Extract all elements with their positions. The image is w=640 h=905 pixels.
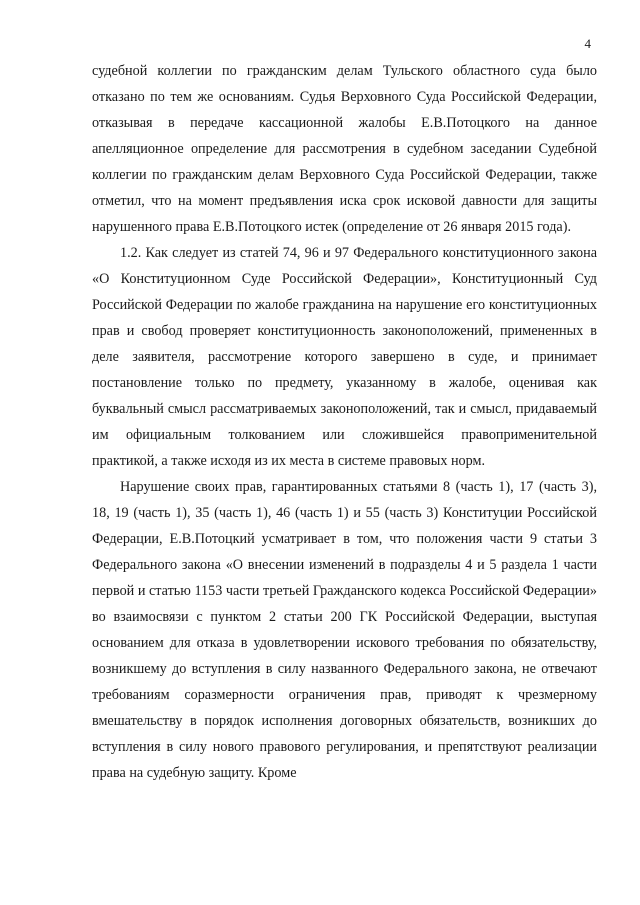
document-body (92, 58, 597, 786)
paragraph-2: 1.2. Как следует из статей 74, 96 и 97 Федерального конституционного закона «О Конституционном Суде Российской Федерации», Конституционный Суд Российской Федерации по жалобе гражданина на нарушение его конституционных прав и свобод проверяет конституционность законоположений, примененных в деле заявителя, рассмотрение которого завершено в суде, и принимает постановление только по предмету, указанному в жалобе, оценивая как буквальный смысл рассматриваемых законоположений, так и смысл, придаваемый им официальным толкованием или сложившейся правоприменительной практикой, а также исходя из их места в системе правовых норм. (92, 245, 597, 469)
paragraph-1: судебной коллегии по гражданским делам Тульского областного суда было отказано по тем же основаниям. Судья Верховного Суда Российской Федерации, отказывая в передаче кассационной жалобы Е.В.Потоцкого на данное апелляционное определение для рассмотрения в судебном заседании Судебной коллегии по гражданским делам Верховного Суда Российской Федерации, также отметил, что на момент предъявления иска срок исковой давности для защиты нарушенного права Е.В.Потоцкого истек (определение от 26 января 2015 года). (92, 63, 597, 235)
paragraph-3: Нарушение своих прав, гарантированных статьями 8 (часть 1), 17 (часть 3), 18, 19 (часть 1), 35 (часть 1), 46 (часть 1) и 55 (часть 3) Конституции Российской Федерации, Е.В.Потоцкий усматривает в том, что положения части 9 статьи 3 Федерального закона «О внесении изменений в подразделы 4 и 5 раздела 1 части первой и статью 1153 части третьей Гражданского кодекса Российской Федерации» во взаимосвязи с пунктом 2 статьи 200 ГК Российской Федерации, выступая основанием для отказа в удовлетворении искового требования по обязательству, возникшему до вступления в силу названного Федерального закона, не отвечают требованиям соразмерности ограничения прав, приводят к чрезмерному вмешательству в порядок исполнения договорных обязательств, возникших до вступления в силу нового правового регулирования, и препятствуют реализации права на судебную защиту. Кроме (92, 479, 597, 781)
page-number: 4 (584, 36, 591, 51)
